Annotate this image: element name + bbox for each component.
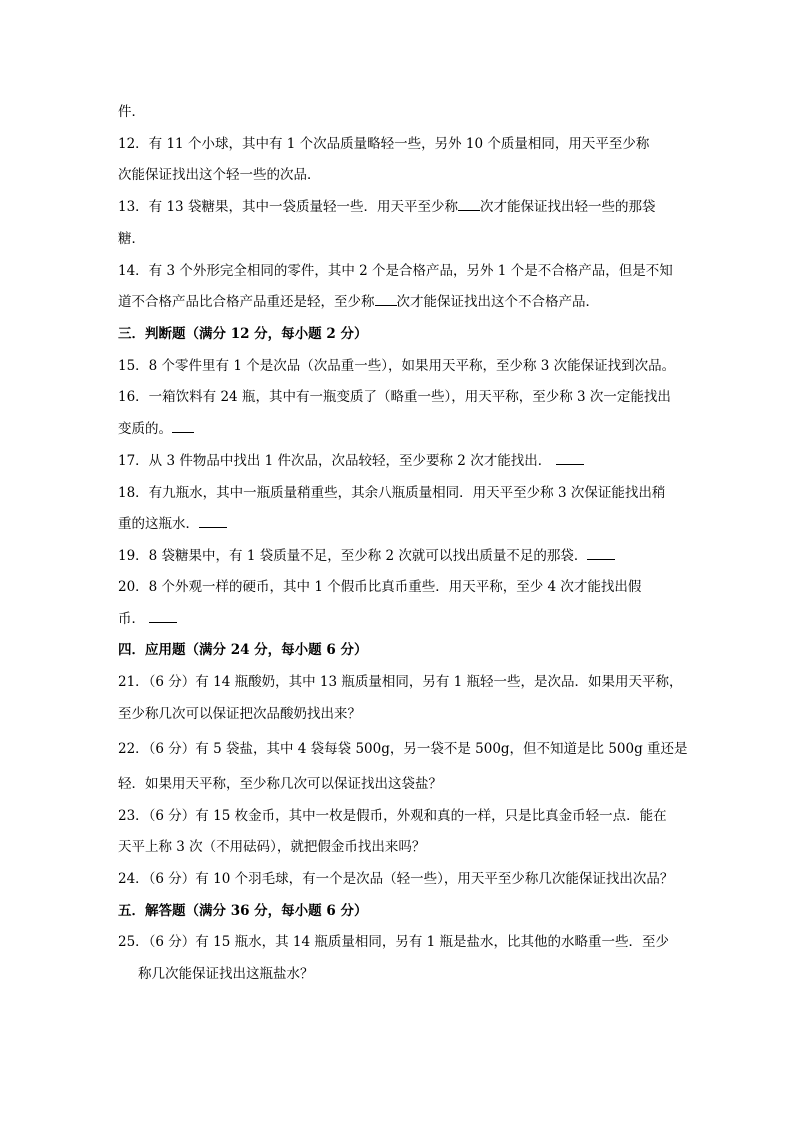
question-13-line2: 糖． <box>118 231 145 247</box>
question-12-line1: 12．有 11 个小球，其中有 1 个次品质量略轻一些，另外 10 个质量相同，用天平至少称 <box>118 136 650 152</box>
question-14-line2 <box>118 293 599 311</box>
question-16-line1: 16．一箱饮料有 24 瓶，其中有一瓶变质了（略重一些），用天平称，至少称 3 次一定能找出 <box>118 389 671 405</box>
question-14-text: 道不合格产品比合格产品重还是轻，至少称 <box>118 294 375 310</box>
question-21-line2: 至少称几次可以保证把次品酸奶找出来？ <box>118 706 361 722</box>
question-14-text-rest: 次才能保证找出这个不合格产品． <box>396 294 599 310</box>
section-3-heading: 三．判断题（满分 12 分，每小题 2 分） <box>118 326 368 342</box>
question-13-line1 <box>118 198 655 216</box>
question-22-line2: 轻．如果用天平称，至少称几次可以保证找出这袋盐？ <box>118 776 442 792</box>
question-18-line1: 18．有九瓶水，其中一瓶质量稍重些，其余八瓶质量相同．用天平至少称 3 次保证能找出稍 <box>118 485 666 501</box>
section-5-heading: 五．解答题（满分 36 分，每小题 6 分） <box>118 903 368 919</box>
question-12-line2: 次能保证找出这个轻一些的次品． <box>118 167 321 183</box>
question-25-line1: 25．（6 分）有 15 瓶水，其 14 瓶质量相同，另有 1 瓶是盐水，比其他的水略重一些．至少 <box>118 934 670 950</box>
question-19 <box>118 547 615 565</box>
question-14-line1: 14．有 3 个外形完全相同的零件，其中 2 个是合格产品，另外 1 个是不合格产品，但是不知 <box>118 263 673 279</box>
question-15: 15．8 个零件里有 1 个是次品（次品重一些），如果用天平称，至少称 3 次能保证找到次品。 <box>118 358 676 374</box>
answer-blank[interactable] <box>556 452 584 465</box>
question-23-line2: 天平上称 3 次（不用砝码），就把假金币找出来吗？ <box>118 839 426 855</box>
question-24: 24．（6 分）有 10 个羽毛球，有一个是次品（轻一些），用天平至少称几次能保证找出次品？ <box>118 871 674 887</box>
answer-blank[interactable] <box>587 547 615 560</box>
question-18-text: 重的这瓶水． <box>118 516 199 532</box>
question-13-text-rest: 次才能保证找出轻一些的那袋 <box>479 199 656 215</box>
answer-blank[interactable] <box>458 198 480 211</box>
question-25-line2: 称几次能保证找出这瓶盐水？ <box>138 966 314 982</box>
question-17 <box>118 452 584 470</box>
answer-blank[interactable] <box>199 515 227 528</box>
answer-blank[interactable] <box>149 610 177 623</box>
answer-blank[interactable] <box>375 293 397 306</box>
question-23-line1: 23．（6 分）有 15 枚金币，其中一枚是假币，外观和真的一样，只是比真金币轻一点．能在 <box>118 808 667 824</box>
question-16-line2 <box>118 420 194 438</box>
question-19-text: 19．8 袋糖果中，有 1 袋质量不足，至少称 2 次就可以找出质量不足的那袋． <box>118 548 588 564</box>
question-18-line2 <box>118 515 227 533</box>
question-20-line1: 20．8 个外观一样的硬币，其中 1 个假币比真币重些．用天平称，至少 4 次才能找出假 <box>118 579 642 595</box>
question-13-text: 13．有 13 袋糖果，其中一袋质量轻一些．用天平至少称 <box>118 199 458 215</box>
text-line: 件． <box>118 104 145 120</box>
question-20-line2 <box>118 610 177 628</box>
answer-blank[interactable] <box>172 420 194 433</box>
question-16-text: 变质的。 <box>118 421 172 437</box>
question-22-line1: 22．（6 分）有 5 袋盐，其中 4 袋每袋 500g，另一袋不是 500g，但不知道是比 500g 重还是 <box>118 741 688 757</box>
question-20-text: 币． <box>118 611 145 627</box>
section-4-heading: 四．应用题（满分 24 分，每小题 6 分） <box>118 642 368 658</box>
question-21-line1: 21．（6 分）有 14 瓶酸奶，其中 13 瓶质量相同，另有 1 瓶轻一些，是次品．如果用天平称， <box>118 674 683 690</box>
question-17-text: 17．从 3 件物品中找出 1 件次品，次品较轻，至少要称 2 次才能找出． <box>118 453 552 469</box>
